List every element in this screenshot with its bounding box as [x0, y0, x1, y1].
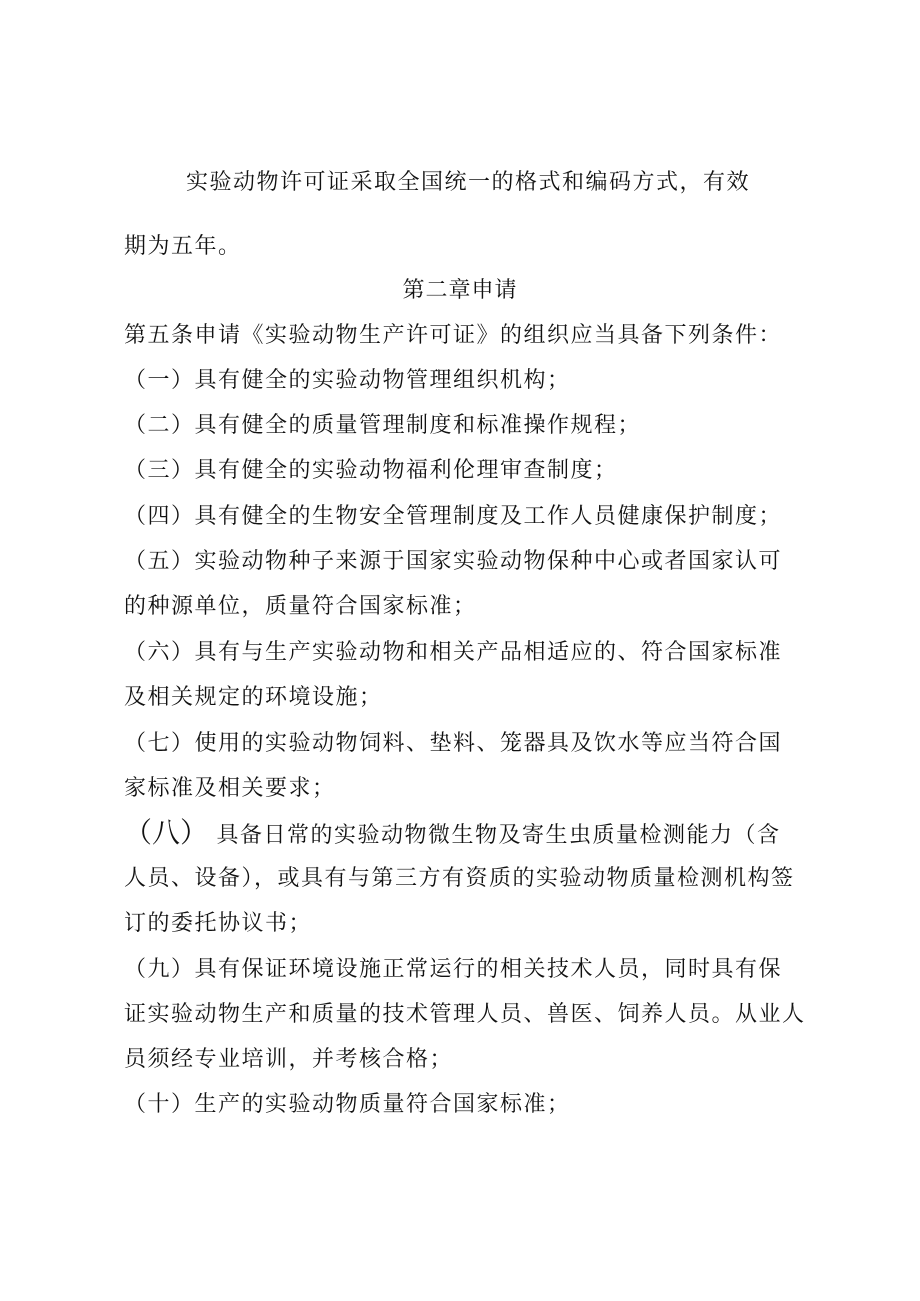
- article-5: 第五条申请《实验动物生产许可证》的组织应当具备下列条件：: [124, 323, 783, 348]
- item-8-line-3: 订的委托协议书；: [124, 911, 313, 936]
- item-6-line-2: 及相关规定的环境设施；: [124, 685, 383, 710]
- item-9-line-3: 员须经专业培训，并考核合格；: [124, 1047, 454, 1072]
- item-1: （一）具有健全的实验动物管理组织机构；: [124, 368, 571, 393]
- chapter-title: 第二章申请: [402, 278, 518, 303]
- item-4: （四）具有健全的生物安全管理制度及工作人员健康保护制度；: [124, 504, 783, 529]
- item-2: （二）具有健全的质量管理制度和标准操作规程；: [124, 413, 642, 438]
- item-7-line-1: （七）使用的实验动物饲料、垫料、笼器具及饮水等应当符合国: [124, 731, 783, 756]
- intro-line-1: 实验动物许可证采取全国统一的格式和编码方式，有效: [186, 170, 751, 195]
- item-8-line-1: [124, 818, 781, 851]
- item-9-line-2: 证实验动物生产和质量的技术管理人员、兽医、饲养人员。从业人: [124, 1002, 806, 1027]
- item-5-line-1: （五）实验动物种子来源于国家实验动物保种中心或者国家认可: [124, 549, 783, 574]
- item-10: （十）生产的实验动物质量符合国家标准；: [124, 1092, 571, 1117]
- item-5-line-2: 的种源单位，质量符合国家标准；: [124, 594, 477, 619]
- item-7-line-2: 家标准及相关要求；: [124, 776, 336, 801]
- item-6-line-1: （六）具有与生产实验动物和相关产品相适应的、符合国家标准: [124, 640, 783, 665]
- item-8-marker: （八）: [124, 816, 209, 849]
- item-3: （三）具有健全的实验动物福利伦理审查制度；: [124, 458, 618, 483]
- item-8-text: 具备日常的实验动物微生物及寄生虫质量检测能力（含: [216, 823, 781, 848]
- intro-line-2: 期为五年。: [124, 234, 242, 259]
- item-8-line-2: 人员、设备），或具有与第三方有资质的实验动物质量检测机构签: [124, 866, 795, 891]
- item-9-line-1: （九）具有保证环境设施正常运行的相关技术人员，同时具有保: [124, 957, 783, 982]
